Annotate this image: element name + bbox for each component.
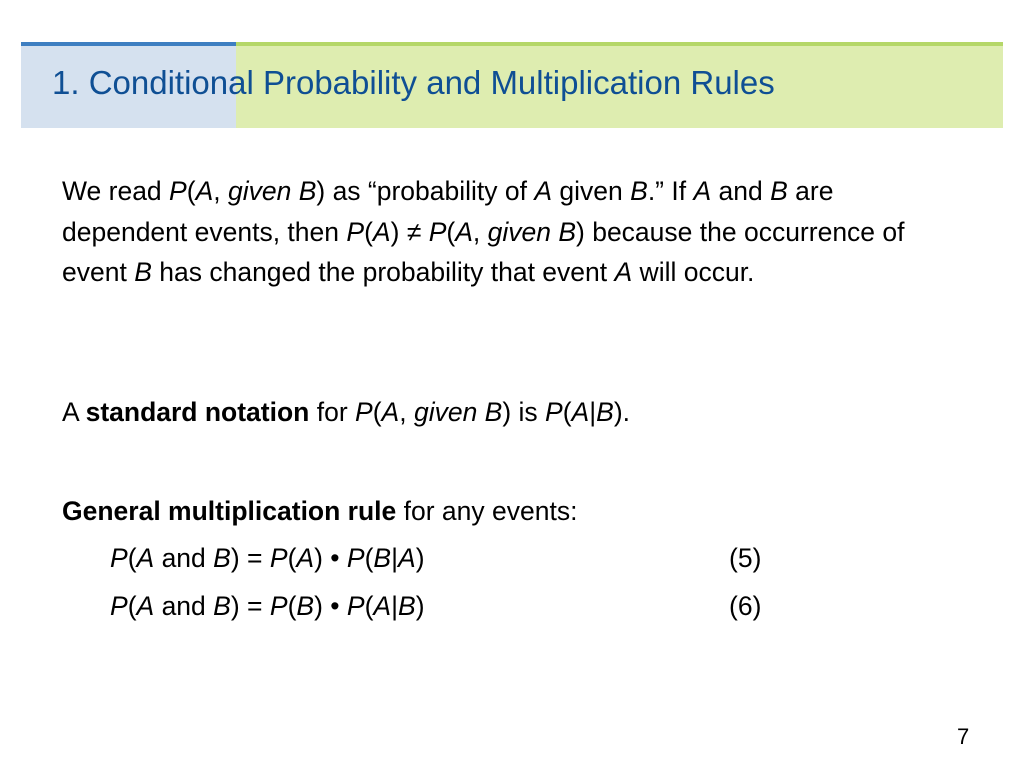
var-a: A [296, 543, 315, 573]
bar: | [391, 543, 398, 573]
paren: ( [372, 397, 382, 427]
equation-number-6: (6) [729, 591, 762, 621]
paren: ) [316, 176, 326, 206]
equation-number-5: (5) [729, 543, 762, 573]
text: because the occurrence of event [62, 216, 905, 287]
paragraph-multiplication-rule [62, 491, 577, 532]
text: are dependent events, then [62, 176, 834, 247]
formula-5 [110, 543, 425, 574]
text: for [309, 397, 356, 427]
given-b: given B [487, 216, 577, 247]
paren: ) [415, 591, 425, 621]
var-a: A [195, 176, 214, 206]
var-a: A [381, 397, 400, 427]
var-p: P [169, 176, 187, 206]
paragraph-conditional-definition [62, 171, 922, 293]
equals: ) = [230, 543, 270, 573]
var-a: A [614, 257, 633, 287]
var-a: A [136, 591, 155, 621]
paren: ( [364, 591, 374, 621]
given-b: given B [413, 397, 503, 427]
var-a: A [372, 216, 391, 247]
paren: ( [127, 591, 137, 621]
text: We read [62, 176, 170, 206]
page-number: 7 [957, 724, 970, 749]
paren: ) [576, 216, 585, 247]
var-b: B [213, 543, 231, 573]
var-p: P [346, 591, 365, 621]
paragraph-standard-notation [62, 392, 630, 433]
paren: ( [287, 591, 297, 621]
text: ) is [502, 397, 546, 427]
text: A [62, 397, 86, 427]
text: will occur. [632, 257, 755, 287]
var-b: B [770, 176, 788, 206]
var-b: B [630, 176, 648, 206]
given-b: given B [227, 176, 317, 206]
paren: ) [390, 216, 400, 247]
var-p: P [110, 591, 128, 621]
var-p: P [269, 543, 288, 573]
comma: , [213, 176, 228, 206]
var-b: B [373, 543, 392, 573]
var-b: B [398, 591, 416, 621]
text: has changed the probability that event [151, 257, 615, 287]
comma: , [399, 397, 414, 427]
var-b: B [213, 591, 231, 621]
text: and [154, 543, 214, 573]
text: as “probability of [325, 176, 535, 206]
paren: ) [415, 543, 425, 573]
var-a: A [571, 397, 590, 427]
var-b: B [296, 591, 315, 621]
paren: ( [446, 216, 456, 247]
text: given [552, 176, 631, 206]
paren: ( [562, 397, 572, 427]
not-equal-sign: ≠ [399, 216, 429, 247]
equals: ) = [230, 591, 270, 621]
dot: ) • [314, 591, 347, 621]
paren: ( [127, 543, 137, 573]
var-p: P [545, 397, 563, 427]
var-a: A [136, 543, 155, 573]
var-p: P [269, 591, 288, 621]
slide-title: 1. Conditional Probability and Multiplication Rules [52, 64, 775, 101]
comma: , [472, 216, 488, 247]
var-p: P [346, 543, 365, 573]
paren: ( [287, 543, 297, 573]
var-a: A [398, 543, 416, 573]
text: and [711, 176, 771, 206]
var-a: A [373, 591, 392, 621]
bar: | [589, 397, 597, 427]
text: and [154, 591, 214, 621]
var-b: B [596, 397, 614, 427]
paren: ( [364, 216, 373, 247]
bold-term: General multiplication rule [62, 496, 397, 526]
var-p: P [428, 216, 447, 247]
paren: ( [364, 543, 374, 573]
bold-term: standard notation [85, 397, 310, 427]
title-band [21, 42, 1003, 128]
var-p: P [110, 543, 128, 573]
var-a: A [534, 176, 553, 206]
dot: ) • [314, 543, 347, 573]
text: .” If [647, 176, 694, 206]
var-a: A [693, 176, 712, 206]
text: for any events: [396, 496, 578, 526]
bar: | [391, 591, 398, 621]
text: ). [613, 397, 630, 427]
var-p: P [355, 397, 373, 427]
var-a: A [455, 216, 473, 247]
var-p: P [346, 216, 365, 247]
formula-6 [110, 591, 425, 622]
var-b: B [134, 257, 152, 287]
paren: ( [186, 176, 196, 206]
